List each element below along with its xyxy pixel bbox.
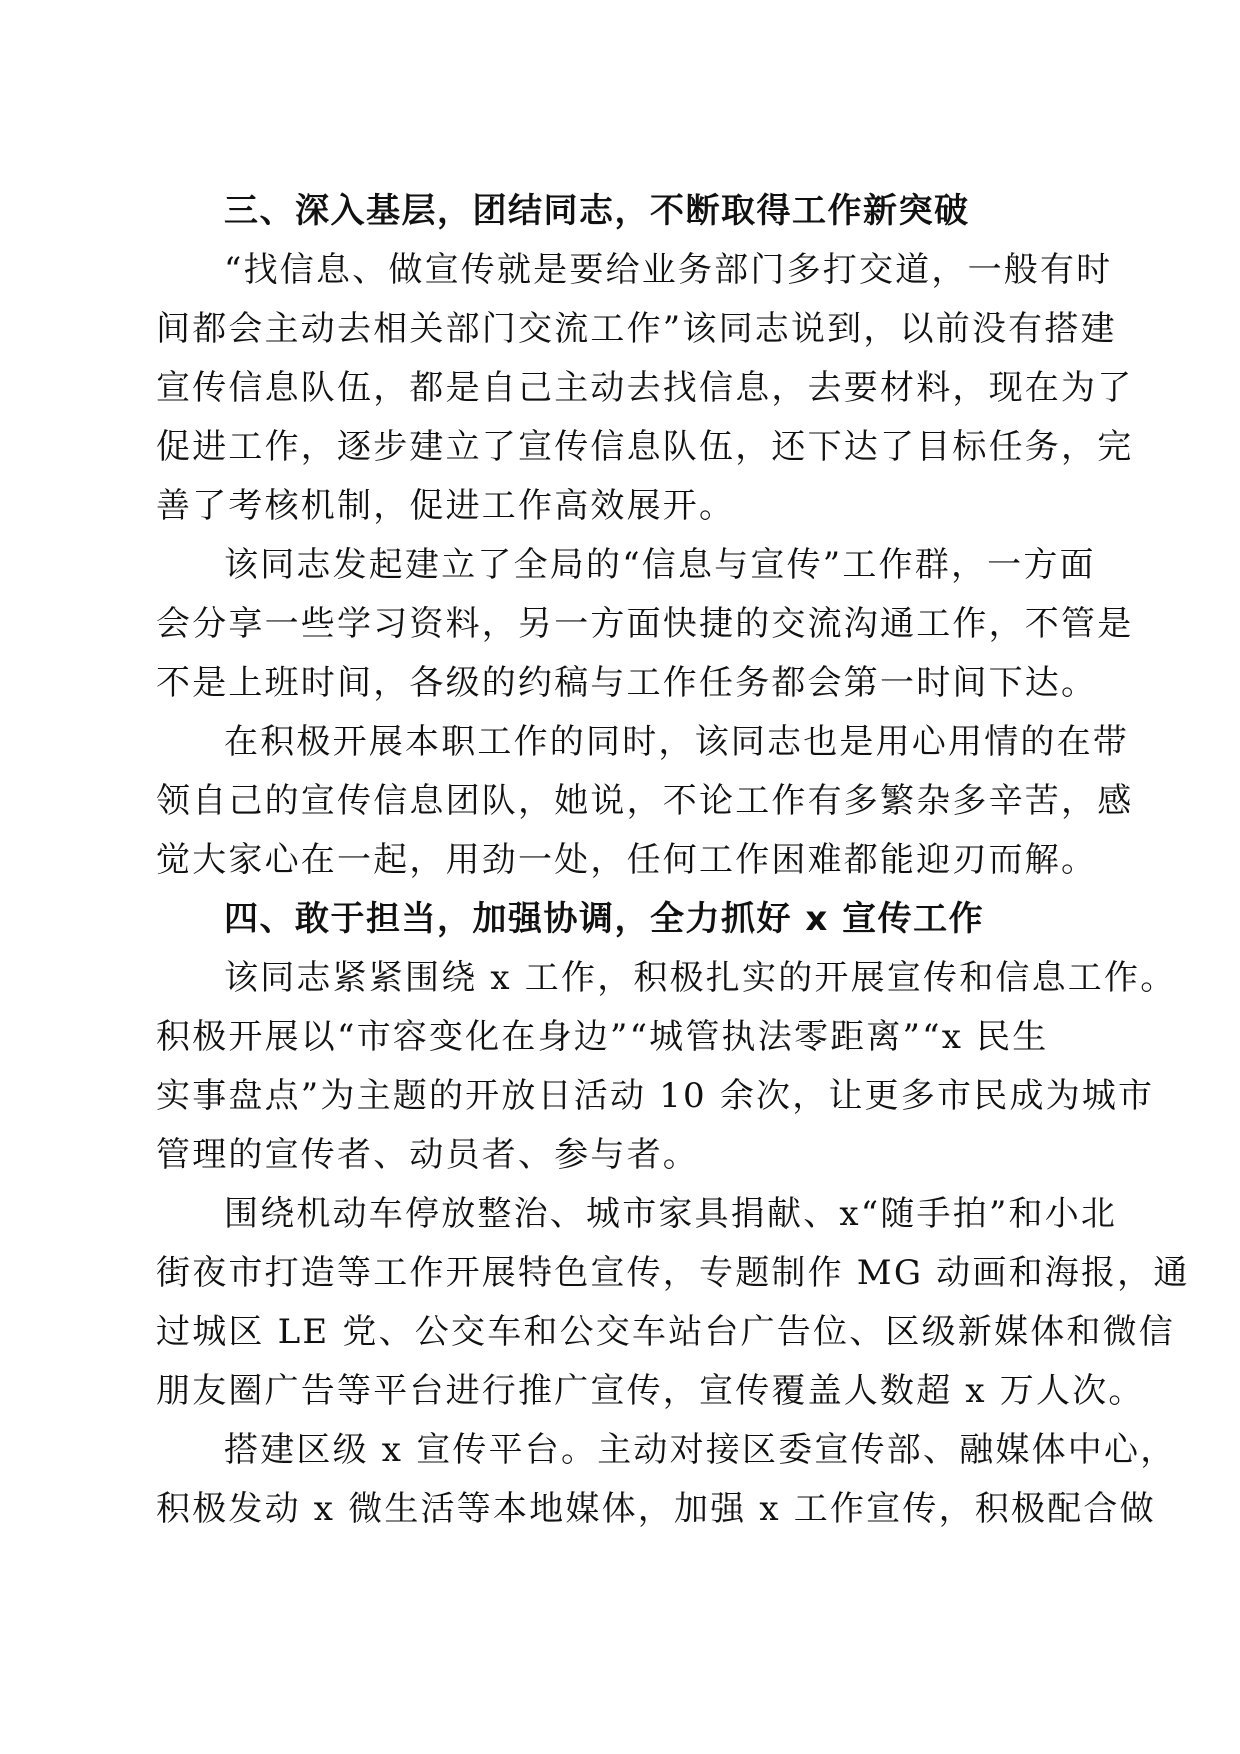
paragraph-line: 该同志发起建立了全局的“信息与宣传”工作群，一方面 bbox=[224, 545, 1096, 585]
section-heading-3: 三、深入基层，团结同志，不断取得工作新突破 bbox=[224, 191, 970, 231]
paragraph-line: “找信息、做宣传就是要给业务部门多打交道，一般有时 bbox=[224, 250, 1113, 290]
paragraph-line: 管理的宣传者、动员者、参与者。 bbox=[156, 1135, 699, 1175]
paragraph-line: 围绕机动车停放整治、城市家具捐献、x“随手拍”和小北 bbox=[224, 1194, 1118, 1234]
paragraph bbox=[156, 241, 1134, 536]
paragraph-line: 积极开展以“市容变化在身边”“城管执法零距离”“x 民生 bbox=[156, 1017, 1049, 1057]
paragraph-line: 促进工作，逐步建立了宣传信息队伍，还下达了目标任务，完 bbox=[156, 427, 1134, 467]
paragraph-line: 间都会主动去相关部门交流工作”该同志说到，以前没有搭建 bbox=[156, 309, 1117, 349]
paragraph-line: 该同志紧紧围绕 x 工作，积极扎实的开展宣传和信息工作。 bbox=[224, 958, 1177, 998]
paragraph bbox=[156, 1421, 1177, 1539]
paragraph-line: 领自己的宣传信息团队，她说，不论工作有多繁杂多辛苦，感 bbox=[156, 781, 1134, 821]
paragraph-line: 宣传信息队伍，都是自己主动去找信息，去要材料，现在为了 bbox=[156, 368, 1134, 408]
paragraph bbox=[156, 713, 1134, 890]
paragraph bbox=[156, 1185, 1190, 1421]
paragraph-line: 过城区 LE 党、公交车和公交车站台广告位、区级新媒体和微信 bbox=[156, 1312, 1176, 1352]
paragraph-line: 实事盘点”为主题的开放日活动 10 余次，让更多市民成为城市 bbox=[156, 1076, 1155, 1116]
paragraph bbox=[156, 949, 1177, 1185]
paragraph-line: 在积极开展本职工作的同时，该同志也是用心用情的在带 bbox=[224, 722, 1129, 762]
paragraph-line: 朋友圈广告等平台进行推广宣传，宣传覆盖人数超 x 万人次。 bbox=[156, 1371, 1145, 1411]
section-heading-4: 四、敢于担当，加强协调，全力抓好 x 宣传工作 bbox=[224, 899, 985, 939]
paragraph-line: 不是上班时间，各级的约稿与工作任务都会第一时间下达。 bbox=[156, 663, 1098, 703]
paragraph-line: 街夜市打造等工作开展特色宣传，专题制作 MG 动画和海报，通 bbox=[156, 1253, 1190, 1293]
paragraph-line: 搭建区级 x 宣传平台。主动对接区委宣传部、融媒体中心， bbox=[224, 1430, 1177, 1470]
paragraph-line: 会分享一些学习资料，另一方面快捷的交流沟通工作，不管是 bbox=[156, 604, 1134, 644]
document-body bbox=[156, 182, 1190, 1539]
paragraph-line: 积极发动 x 微生活等本地媒体，加强 x 工作宣传，积极配合做 bbox=[156, 1489, 1156, 1529]
paragraph bbox=[156, 536, 1134, 713]
paragraph-line: 善了考核机制，促进工作高效展开。 bbox=[156, 486, 736, 526]
paragraph-line: 觉大家心在一起，用劲一处，任何工作困难都能迎刃而解。 bbox=[156, 840, 1098, 880]
